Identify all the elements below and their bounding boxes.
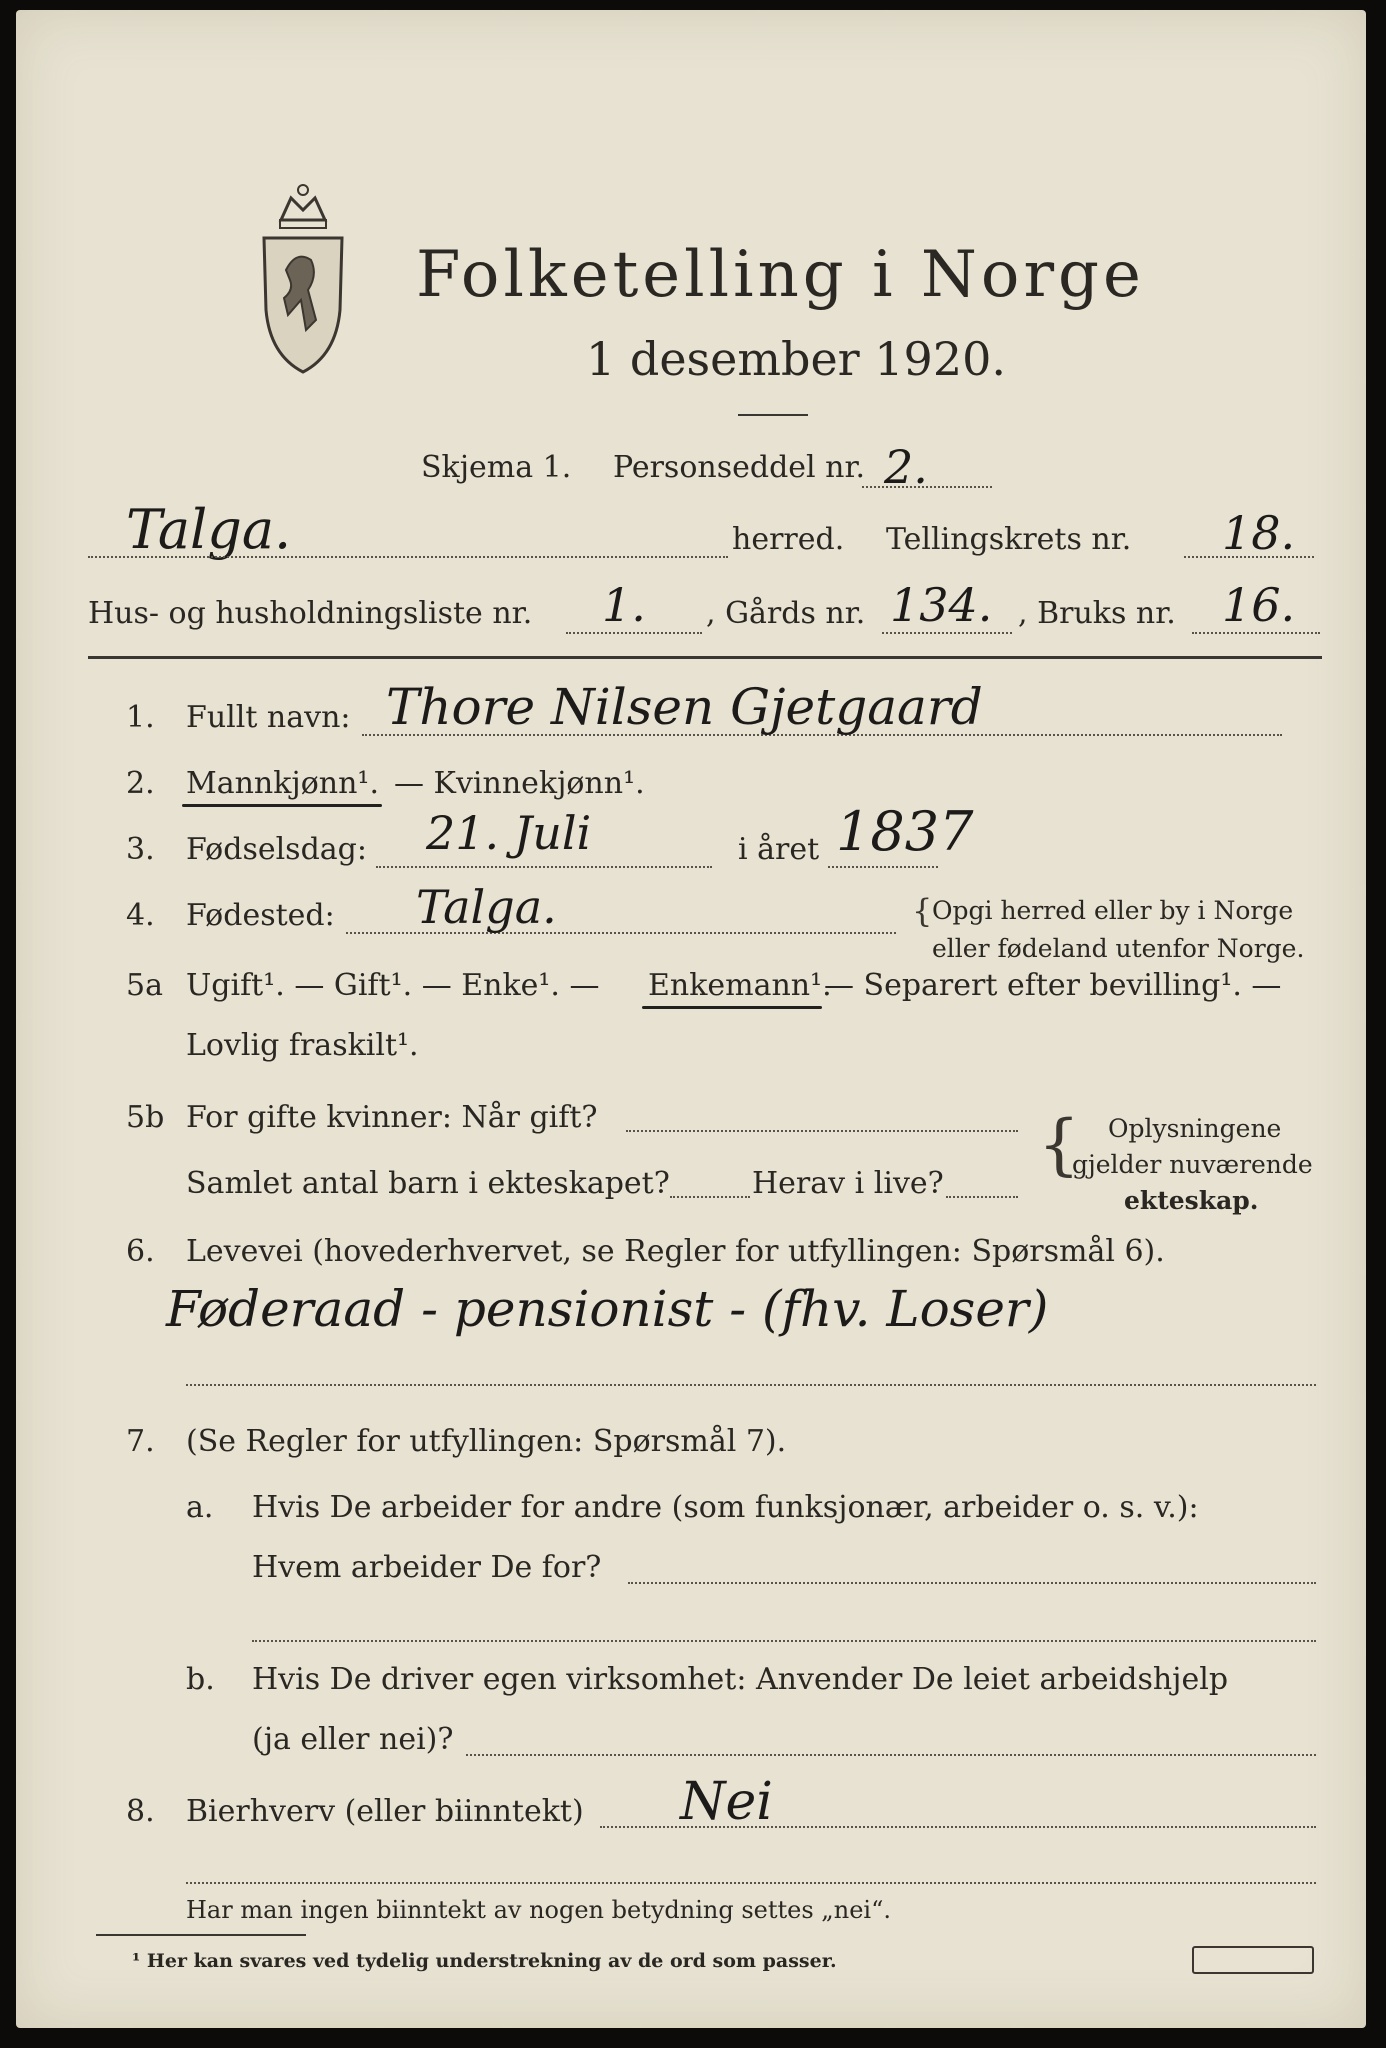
birthplace-note-2: eller fødeland utenfor Norge. <box>932 934 1305 963</box>
husholdningsliste-value[interactable]: 1. <box>602 578 646 632</box>
marriage-note-3: ekteskap. <box>1124 1186 1259 1215</box>
q5b-number: 5b <box>126 1100 165 1135</box>
coat-of-arms-icon <box>256 180 351 380</box>
q4-number: 4. <box>126 898 155 933</box>
q5b-label: For gifte kvinner: Når gift? <box>186 1100 598 1135</box>
form-subtitle: 1 desember 1920. <box>586 332 1006 386</box>
bruks-value[interactable]: 16. <box>1222 578 1296 632</box>
alive-label: Herav i live? <box>752 1166 944 1201</box>
children-label: Samlet antal barn i ekteskapet? <box>186 1166 670 1201</box>
q8-number: 8. <box>126 1794 155 1829</box>
q8-label: Bierhverv (eller biinntekt) <box>186 1794 584 1829</box>
marital-options-line1b: — Separert efter bevilling¹. — <box>824 968 1282 1003</box>
personseddel-label: Personseddel nr. <box>613 450 866 485</box>
widower-option[interactable]: Enkemann¹. <box>648 968 832 1003</box>
q2-number: 2. <box>126 766 155 801</box>
gards-value[interactable]: 134. <box>890 578 993 632</box>
title-divider <box>738 414 808 416</box>
q6-number: 6. <box>126 1234 155 1269</box>
q7a-line2: Hvem arbeider De for? <box>252 1550 602 1585</box>
husholdningsliste-label: Hus- og husholdningsliste nr. <box>88 596 533 631</box>
q7a-letter: a. <box>186 1490 214 1525</box>
q5a-number: 5a <box>126 968 163 1003</box>
year-label: i året <box>738 832 820 867</box>
personseddel-value[interactable]: 2. <box>884 440 928 494</box>
q7-label: (Se Regler for utfyllingen: Spørsmål 7). <box>186 1424 787 1459</box>
widower-underline <box>642 1006 822 1009</box>
female-option[interactable]: — Kvinnekjønn¹. <box>394 766 645 801</box>
q4-label: Fødested: <box>186 898 335 933</box>
herred-label: herred. <box>732 522 845 557</box>
schema-label: Skjema 1. <box>421 450 572 485</box>
q1-number: 1. <box>126 700 155 735</box>
marital-options-line1a: Ugift¹. — Gift¹. — Enke¹. — <box>186 968 600 1003</box>
full-name-value[interactable]: Thore Nilsen Gjetgaard <box>386 678 983 736</box>
tellingskrets-label: Tellingskrets nr. <box>886 522 1132 557</box>
q3-label: Fødselsdag: <box>186 832 367 867</box>
birthyear-value[interactable]: 1837 <box>836 800 974 863</box>
bruks-label: , Bruks nr. <box>1018 596 1176 631</box>
form-title: Folketelling i Norge <box>416 238 1145 312</box>
marriage-note-2: gjelder nuværende <box>1072 1150 1313 1179</box>
note-brace: { <box>1038 1106 1080 1183</box>
birthplace-value[interactable]: Talga. <box>416 880 557 934</box>
male-option[interactable]: Mannkjønn¹. <box>186 766 379 801</box>
q7b-letter: b. <box>186 1662 215 1697</box>
herred-value[interactable]: Talga. <box>126 498 292 561</box>
note-brace: { <box>912 892 933 930</box>
occupation-value[interactable]: Føderaad - pensionist - (fhv. Loser) <box>166 1280 1049 1338</box>
q7-number: 7. <box>126 1424 155 1459</box>
tellingskrets-value[interactable]: 18. <box>1222 506 1296 560</box>
printer-stamp <box>1192 1946 1314 1974</box>
marriage-note-1: Oplysningene <box>1108 1114 1282 1143</box>
birthdate-value[interactable]: 21. Juli <box>426 806 592 860</box>
q6-label: Levevei (hovederhvervet, se Regler for utfyllingen: Spørsmål 6). <box>186 1234 1165 1269</box>
q1-label: Fullt navn: <box>186 700 351 735</box>
gards-label: , Gårds nr. <box>706 596 866 631</box>
q7b-line2: (ja eller nei)? <box>252 1722 454 1757</box>
header-rule <box>88 656 1322 659</box>
birthplace-note-1: Opgi herred eller by i Norge <box>932 896 1294 925</box>
income-note: Har man ingen biinntekt av nogen betydning settes „nei“. <box>186 1896 891 1924</box>
q7a-line1: Hvis De arbeider for andre (som funksjonær, arbeider o. s. v.): <box>252 1490 1199 1525</box>
footnote-rule <box>96 1934 306 1936</box>
census-form <box>16 10 1366 2028</box>
q7b-line1: Hvis De driver egen virksomhet: Anvender De leiet arbeidshjelp <box>252 1662 1229 1697</box>
male-underline <box>182 804 382 807</box>
marital-options-line2: Lovlig fraskilt¹. <box>186 1028 419 1063</box>
footnote: ¹ Her kan svares ved tydelig understrekning av de ord som passer. <box>132 1950 837 1972</box>
q3-number: 3. <box>126 832 155 867</box>
side-income-value[interactable]: Nei <box>680 1772 773 1832</box>
